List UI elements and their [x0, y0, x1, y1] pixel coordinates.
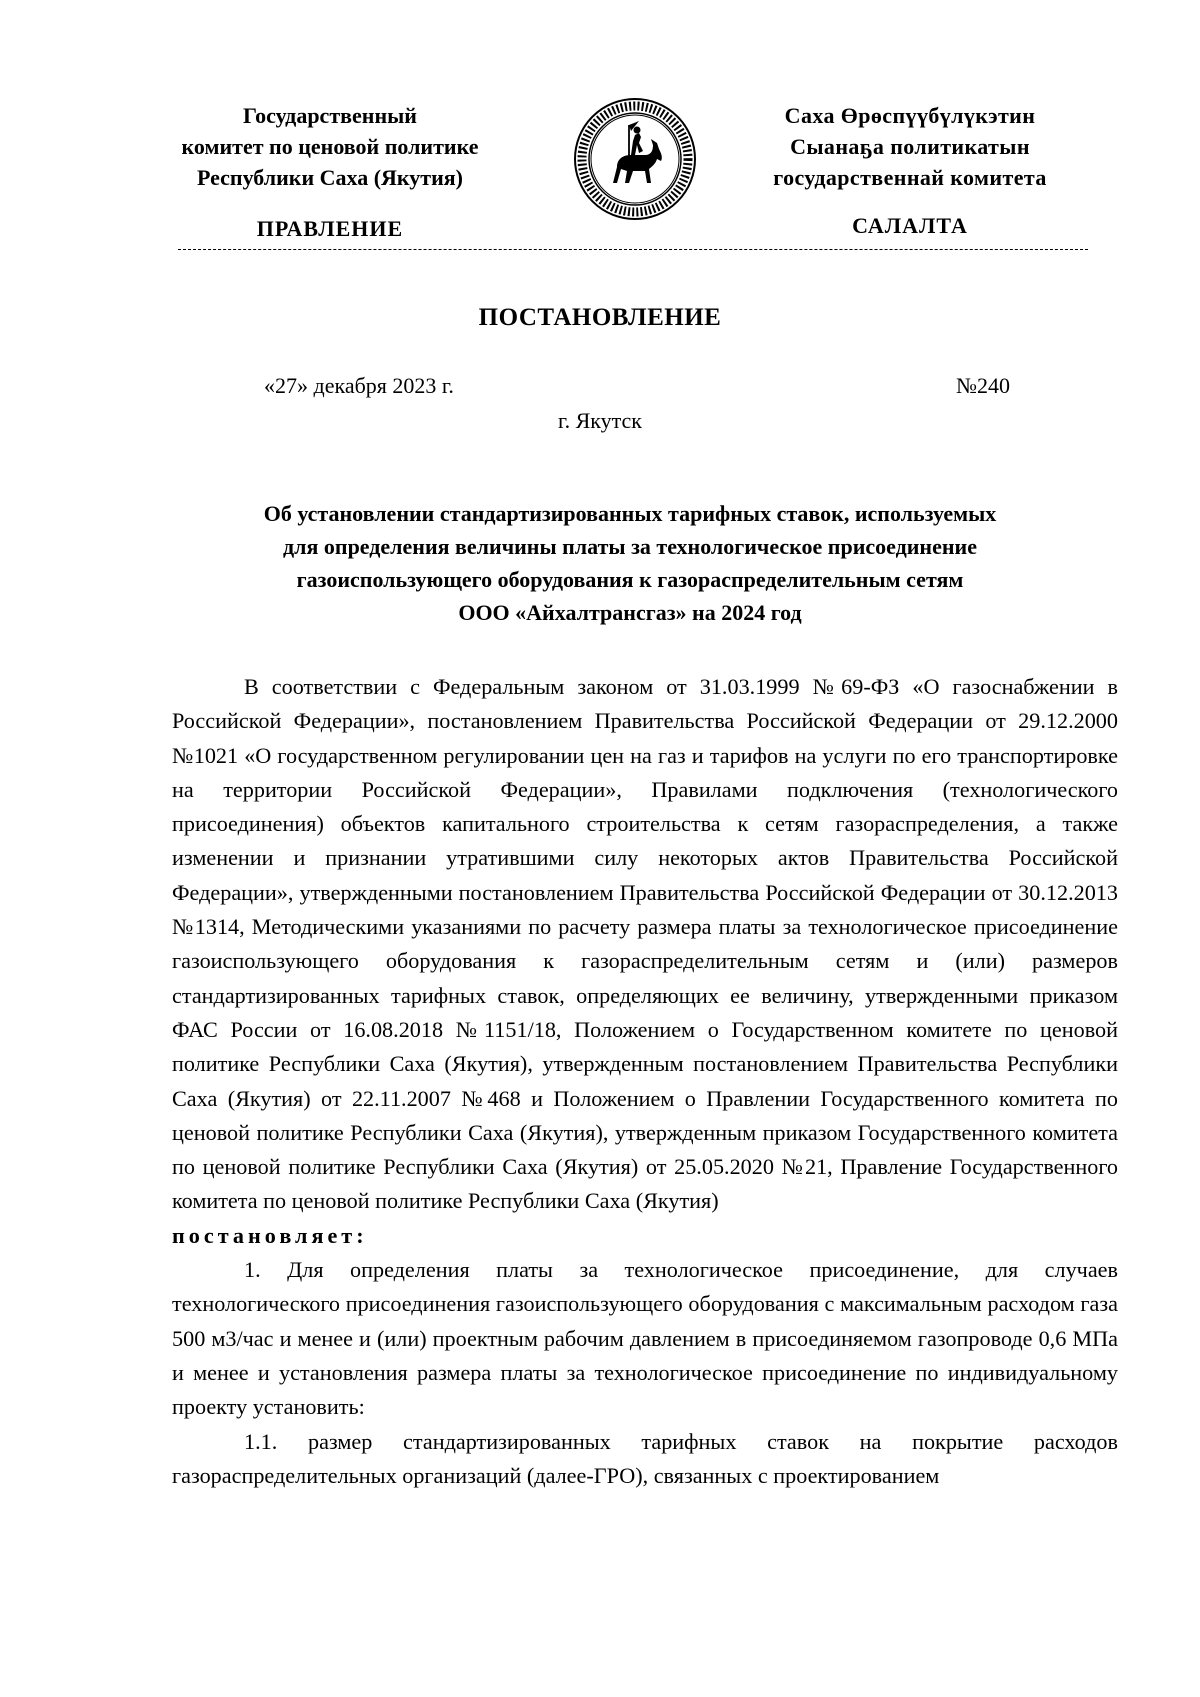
resolves-keyword: постановляет: — [172, 1222, 368, 1248]
right-org-line: Сыанаҕа политикатын — [790, 134, 1030, 159]
header-separator-line — [178, 249, 1088, 250]
left-org-line: комитет по ценовой политике — [181, 134, 479, 159]
title-line: ООО «Айхалтрансгаз» на 2024 год — [458, 600, 802, 625]
right-org-line: Саха Өрөспүүбүлүкэтин — [784, 103, 1036, 128]
title-line: газоиспользующего оборудования к газораспределительным сетям — [296, 567, 964, 592]
left-organization-name — [150, 100, 510, 193]
item-1-1-paragraph: 1.1. размер стандартизированных тарифных ставок на покрытие расходов газораспределительных организаций (далее-ГРО), связанных с проектированием — [172, 1428, 1118, 1488]
right-org-line: государственнай комитета — [773, 165, 1047, 190]
right-organization-name — [720, 100, 1100, 193]
item-1-paragraph: 1. Для определения платы за технологическое присоединение, для случаев технологического присоединения газоиспользующего оборудования с максимальным расходом газа 500 м3/час и менее и (или) проектным рабочим давлением в присоединяемом газопроводе 0,6 МПа и менее и установления размера платы за технологическое присоединение по индивидуальному проекту установить: — [172, 1257, 1118, 1420]
coat-of-arms-emblem-icon — [573, 97, 697, 221]
title-line: для определения величины платы за технологическое присоединение — [283, 534, 977, 559]
document-type-heading: ПОСТАНОВЛЕНИЕ — [478, 304, 722, 331]
left-org-line: Государственный — [243, 103, 417, 128]
left-org-line: Республики Саха (Якутия) — [196, 165, 464, 190]
document-number: №240 — [956, 373, 1010, 398]
document-body — [172, 670, 1118, 1493]
document-city: г. Якутск — [558, 408, 642, 433]
title-line: Об установлении стандартизированных тарифных ставок, используемых — [263, 501, 997, 526]
preamble-paragraph: В соответствии с Федеральным законом от 31.03.1999 №69-ФЗ «О газоснабжении в Российской Федерации», постановлением Правительства Российской Федерации от 29.12.2000 №1021 «О государственном регулировании цен на газ и тарифов на услуги по его транспортировке на территории Российской Федерации», Правилами подключения (технологического присоединения) объектов капитального строительства к сетям газораспределения, а также изменении и признании утратившими силу некоторых актов Правительства Российской Федерации», утвержденными постановлением Правительства Российской Федерации от 30.12.2013 №1314, Методическими указаниями по расчету размера платы за технологическое присоединение газоиспользующего оборудования к газораспределительным сетям и (или) размеров стандартизированных тарифных ставок, определяющих ее величину, утвержденными приказом ФАС России от 16.08.2018 №1151/18, Положением о Государственном комитете по ценовой политике Республики Саха (Якутия), утвержденным постановлением Правительства Республики Саха (Якутия) от 22.11.2007 №468 и Положением о Правлении Государственного комитета по ценовой политике Республики Саха (Якутия), утвержденным приказом Государственного комитета по ценовой политике Республики Саха (Якутия) от 25.05.2020 №21, Правление Государственного комитета по ценовой политике Республики Саха (Якутия) — [172, 674, 1118, 1214]
document-title — [190, 497, 1070, 629]
document-date: «27» декабря 2023 г. — [264, 373, 454, 398]
right-department: САЛАЛТА — [852, 213, 968, 238]
left-department: ПРАВЛЕНИЕ — [256, 216, 404, 241]
